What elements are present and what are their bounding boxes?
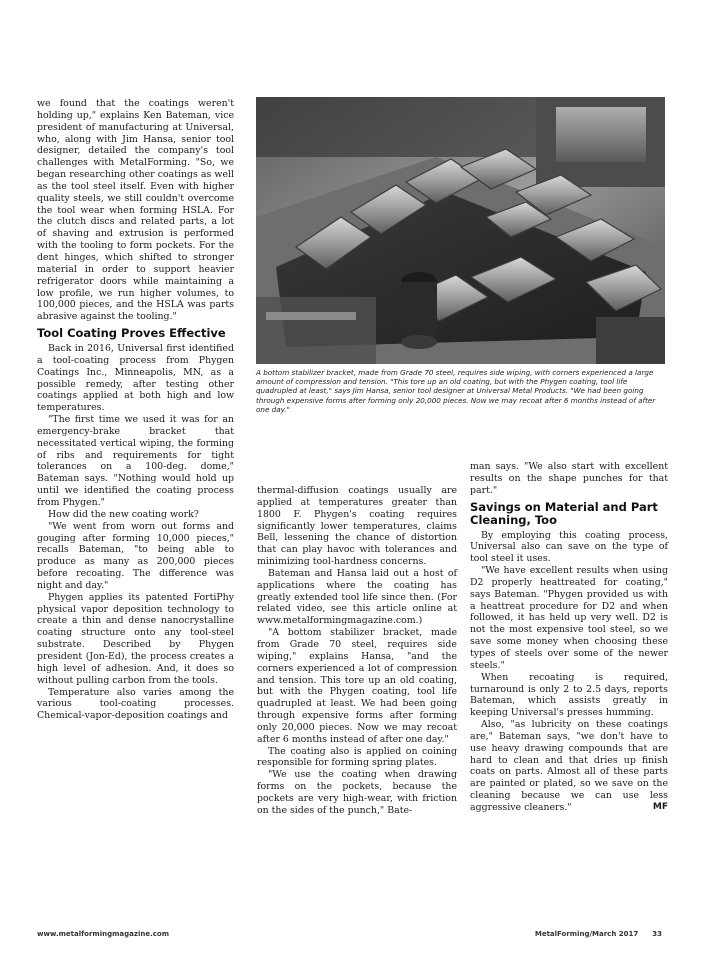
tooling-photo [256, 97, 665, 364]
body-paragraph: "A bottom stabilizer bracket, made from Grade 70 steel, requires side wiping," explains Hansa, "and the corners experienced a lot of compression and tension. This tore up an old coating, but with the Phygen coating, tool life quadrupled at least. We had been going through expensive forms after forming only 20,000 pieces. Now we may recoat after 6 months instead of after one day." [257, 627, 457, 745]
body-paragraph: By employing this coating process, Universal also can save on the type of tool steel it uses. [470, 529, 668, 565]
footer-issue-info [521, 930, 662, 938]
body-paragraph: How did the new coating work? [48, 508, 199, 520]
section-heading: Savings on Material and Part Cleaning, Too [470, 499, 658, 527]
body-paragraph: "The first time we used it was for an emergency-brake bracket that necessitated vertical wiping, the forming of ribs and requirements for tight tolerances on a 100-deg. dome," Bateman says. "Nothing would hold up until we identified the coating process from Phygen." [37, 414, 234, 508]
article-column-2 [257, 485, 457, 817]
body-paragraph: "We went from worn out forms and gouging after forming 10,000 pieces," recalls Bateman, "to being able to produce as many as 200,000 pieces before recoating. The difference was night and day." [37, 520, 234, 591]
body-paragraph: "We use the coating when drawing forms on the pockets, because the pockets are very high-wear, with friction on the sides of the punch," Bate- [257, 769, 457, 816]
page-number: 33 [652, 930, 662, 938]
body-paragraph: man says. "We also start with excellent results on the shape punches for that part." [470, 461, 668, 496]
body-paragraph-text: Also, "as lubricity on these coatings are," Bateman says, "we don't have to use heavy drawing compounds that are hard to clean and that dries up finish coats on parts. Almost all of these parts are painted or plated, so we save on the cleaning because we can use less aggressive cleaners." [470, 719, 668, 813]
body-paragraph: Bateman and Hansa laid out a host of applications where the coating has greatly extended tool life since then. (For related video, see this article online at www.metalformingmagazine.com.) [257, 567, 457, 627]
end-of-article-mark: MF [652, 801, 668, 812]
body-paragraph: Temperature also varies among the various tool-coating processes. Chemical-vapor-deposition coatings and [37, 686, 234, 722]
photo-caption: A bottom stabilizer bracket, made from Grade 70 steel, requires side wiping, with corners experienced a large amount of compression and tension. "This tore up an old coating, but with the Phygen coating, tool life quadrupled at least," says Jim Hansa, senior tool designer at Universal Metal Products. "We had been going through expensive forms after forming only 20,000 pieces. Now we may recoat after 6 months instead of after one day." [256, 368, 656, 414]
tooling-photo-image [256, 97, 665, 364]
body-paragraph: Back in 2016, Universal first identified a tool-coating process from Phygen Coatings Inc., Minneapolis, MN, as a possible remedy, after testing other coatings applied at both high and low temperatures. [37, 343, 234, 414]
article-column-1 [37, 98, 234, 722]
body-paragraph: "We have excellent results when using D2 properly heattreated for coating," says Bateman. "Phygen provided us with a heattreat procedure for D2 and when followed, it has held up very well. D2 is not the most expensive tool steel, so we save some money when choosing these types of steels over some of the newer steels." [470, 565, 668, 671]
article-column-3 [470, 461, 668, 814]
body-paragraph: The coating also is applied on coining responsible for forming spring plates. [257, 745, 457, 769]
body-paragraph [470, 719, 668, 814]
section-heading: Tool Coating Proves Effective [37, 326, 226, 341]
footer-issue: MetalForming/March 2017 [534, 930, 639, 938]
body-paragraph: we found that the coatings weren't holding up," explains Ken Bateman, vice president of manufacturing at Universal, who, along with Jim Hansa, senior tool designer, detailed the company's tool challenges with MetalForming. "So, we began researching other coatings as well as the tool steel itself. Even with higher quality steels, we still couldn't overcome the tool wear when forming HSLA. For the clutch discs and related parts, a lot of shaving and extrusion is performed with the tooling to form pockets. For the dent hinges, which shifted to stronger material in order to support heavier refrigerator doors while maintaining a low profile, we run higher volumes, to 100,000 pieces, and the HSLA was parts abrasive against the tooling." [37, 98, 234, 323]
body-paragraph: When recoating is required, turnaround is only 2 to 2.5 days, reports Bateman, which assists greatly in keeping Universal's presses humming. [470, 671, 668, 719]
body-paragraph: Phygen applies its patented FortiPhy physical vapor deposition technology to create a thin and dense nanocrystalline coating structure onto any tool-steel substrate. Described by Phygen president (Jon-Ed), the process creates a high level of adhesion. And, it does so without pulling carbon from the tools. [37, 591, 234, 686]
body-paragraph: thermal-diffusion coatings usually are applied at temperatures greater than 1800 F. Phygen's coating requires significantly lower temperatures, claims Bell, lessening the chance of distortion that can play havoc with tolerances and minimizing tool-hardness concerns. [257, 485, 457, 568]
footer-website: www.metalformingmagazine.com [37, 930, 169, 938]
